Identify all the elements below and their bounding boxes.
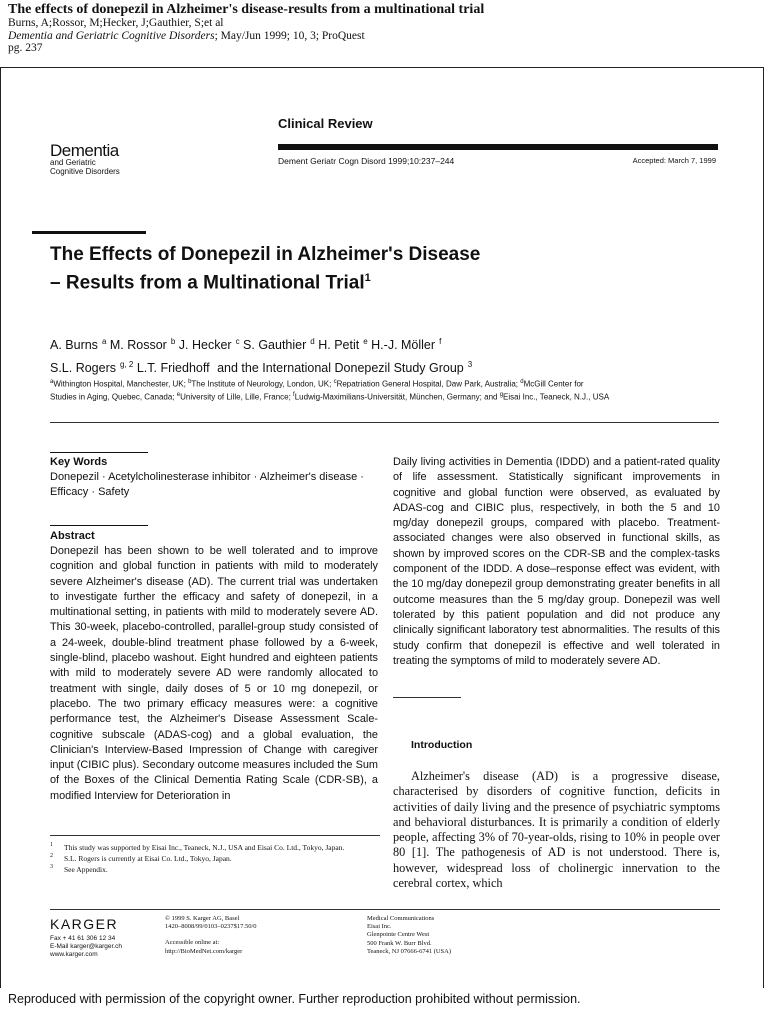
- author-affiliation-mark: f: [439, 337, 442, 346]
- author-affiliation-mark: b: [170, 337, 176, 346]
- page-number: pg. 237: [8, 42, 43, 54]
- affiliation-mark: e: [176, 391, 181, 398]
- reproduction-notice: Reproduced with permission of the copyright owner. Further reproduction prohibited without permission.: [8, 992, 581, 1006]
- keywords-text: Donepezil · Acetylcholinesterase inhibitor · Alzheimer's disease · Efficacy · Safety: [50, 471, 364, 498]
- author: J. Hecker: [178, 338, 232, 353]
- keywords-heading: Key Words: [50, 456, 108, 468]
- affiliations: [50, 377, 610, 402]
- footnote: [50, 864, 380, 875]
- correspondence-line-1: Medical Communications: [367, 915, 435, 922]
- footnote-number: 3: [50, 864, 53, 870]
- article-title-text: The Effects of Donepezil in Alzheimer's Disease – Results from a Multinational Trial: [50, 244, 481, 293]
- author: H.-J. Möller: [371, 338, 436, 353]
- author: M. Rossor: [109, 338, 167, 353]
- correspondence-line-5: Teaneck, NJ 07666-6741 (USA): [367, 947, 452, 955]
- abstract-rule: [50, 525, 148, 526]
- footnote: [50, 842, 380, 853]
- affiliation-mark: g: [499, 391, 504, 398]
- correspondence-line-4: 500 Frank W. Burr Blvd.: [367, 939, 432, 947]
- section-label: Clinical Review: [278, 116, 373, 131]
- author: L.T. Friedhoff: [136, 361, 210, 376]
- abstract-heading: Abstract: [50, 530, 95, 542]
- abstract-text-part2: Daily living activities in Dementia (IDDD) and a patient-rated quality of life assessment. Statistically significant improvements in cognitive and global function were observed, as evaluated by ADAS-cog and CIBIC plus, respectively, in both the 5 and 10 mg/day donepezil groups, compared with placebo. Treatment-associated changes were also observed in functional skills, as shown by improved scores on the CDR-SB and the complex-tasks component of the IDDD. A dose–response effect was evident, with the 10 mg/day donepezil group demonstrating greater benefits in all outcome measures than the 5 mg/day group. Donepezil was well tolerated by this patient population and did not produce any clinically significant laboratory test abnormalities. The results of this study confirm that donepezil is effective and well tolerated in treating the symptoms of mild to moderately severe AD.: [393, 456, 720, 667]
- introduction-text: Alzheimer's disease (AD) is a progressive disease, characterised by disorders of cognitive function, deficits in activities of daily living and the presence of psychiatric symptoms and behavioral disturbances. It is primarily a condition of elderly people, affecting 3% of 70-year-olds, rising to 10% in people over 80 [1]. The pathogenesis of AD is not understood. There is, however, widespread loss of cholinergic innervation to the cerebral cortex, which: [393, 769, 720, 891]
- affiliation-text: Ludwig-Maximilians-Universität, München, Germany; and: [294, 392, 500, 402]
- citation-line: Dement Geriatr Cogn Disord 1999;10:237–244: [278, 156, 455, 166]
- keywords-rule: [50, 452, 148, 453]
- author: A. Burns: [50, 338, 98, 353]
- publisher-email: E-Mail karger@karger.ch: [50, 943, 122, 950]
- journal-subtitle-1: and Geriatric: [50, 158, 96, 167]
- article-title: [50, 244, 490, 294]
- section-rule: [278, 144, 718, 150]
- copyright-line: © 1999 S. Karger AG, Basel: [165, 915, 240, 922]
- header-divider: [50, 422, 719, 423]
- correspondence-address: [367, 915, 451, 956]
- abstract-text-part1: Donepezil has been shown to be well tolerated and to improve cognition and global function in patients with mild to moderately severe Alzheimer's disease (AD). The current trial was undertaken to investigate further the efficacy and safety of donepezil, in a multinational setting, in patients with mild to moderately severe AD. This 30-week, placebo-controlled, parallel-group study consisted of a 24-week, double-blind treatment phase followed by a 6-week, single-blind, placebo washout. Eight hundred and eighteen patients with mild to moderately severe AD were randomly allocated to treatment with single, daily doses of 5 or 10 mg donepezil, or placebo. The two primary efficacy measures were: a cognitive performance test, the Alzheimer's Disease Assessment Scale-cognitive subscale (ADAS-cog) and a global evaluation, the Clinician's Interview-Based Impression of Change with caregiver input (CIBIC plus). Secondary outcome measures included the Sum of the Boxes of the Clinical Dementia Rating Scale (CDR-SB), a modified Interview for Deterioration in: [50, 545, 378, 802]
- title-rule: [32, 231, 146, 234]
- column-rule: [393, 697, 461, 698]
- affiliation-text: The Institute of Neurology, London, UK;: [191, 379, 334, 389]
- publisher-website: www.karger.com: [50, 951, 98, 958]
- footnote-rule: [50, 835, 380, 836]
- publisher-logo: KARGER: [50, 916, 119, 932]
- online-access-label: Accessible online at:: [165, 939, 220, 947]
- footer-rule: [50, 909, 720, 910]
- correspondence-line-2: Eisai Inc.: [367, 923, 392, 931]
- affiliation-text: McGill Center for Studies in Aging, Quebec, Canada;: [50, 379, 584, 402]
- article-code: 1420–8008/99/0103–0237$17.50/0: [165, 923, 257, 931]
- publisher-contact: [50, 935, 122, 959]
- footnote-number: 1: [50, 842, 53, 848]
- correspondence-line-3: Glenpointe Centre West: [367, 931, 430, 939]
- author: S. Gauthier: [243, 338, 307, 353]
- journal-logo: [50, 142, 120, 176]
- affiliation-mark: f: [293, 391, 295, 398]
- author: H. Petit: [318, 338, 360, 353]
- article-title-footnote-mark: 1: [364, 271, 371, 284]
- document-source: [8, 30, 758, 43]
- author-affiliation-mark: g, 2: [120, 360, 134, 370]
- author-affiliation-mark: d: [310, 337, 315, 346]
- journal-name: Dementia: [50, 141, 119, 160]
- author-affiliation-mark: a: [101, 337, 107, 346]
- issue-info: ; May/Jun 1999; 10, 3; ProQuest: [214, 29, 365, 42]
- introduction-heading: Introduction: [411, 739, 473, 751]
- document-authors: Burns, A;Rossor, M;Hecker, J;Gauthier, S;et al: [8, 17, 224, 29]
- author-affiliation-mark: c: [235, 337, 240, 346]
- affiliation-mark: a: [50, 379, 54, 385]
- journal-title: Dementia and Geriatric Cognitive Disorders: [8, 29, 215, 42]
- footnote-text: S.L. Rogers is currently at Eisai Co. Ltd., Tokyo, Japan.: [64, 854, 232, 863]
- author-affiliation-mark: e: [363, 337, 368, 346]
- affiliation-text: Withington Hospital, Manchester, UK;: [53, 379, 189, 389]
- affiliation-mark: b: [188, 379, 192, 385]
- copyright-block: [165, 915, 257, 956]
- affiliation-text: Repatriation General Hospital, Daw Park, Australia;: [336, 379, 521, 389]
- footnote: [50, 853, 380, 864]
- footnote-text: See Appendix.: [64, 865, 108, 874]
- affiliation-mark: c: [333, 379, 337, 385]
- proquest-header: [8, 2, 758, 55]
- affiliation-text: University of Lille, Lille, France;: [180, 392, 294, 402]
- affiliation-mark: d: [520, 379, 524, 385]
- accepted-date: Accepted: March 7, 1999: [632, 156, 716, 165]
- document-title: The effects of donepezil in Alzheimer's disease-results from a multinational trial: [8, 2, 485, 17]
- online-access-url[interactable]: http://BioMedNet.com/karger: [165, 947, 243, 955]
- footnote-number: 2: [50, 853, 53, 859]
- author-affiliation-mark: 3: [467, 360, 473, 370]
- footnote-text: This study was supported by Eisai Inc., Teaneck, N.J., USA and Eisai Co. Ltd., Tokyo, Japan.: [64, 843, 345, 852]
- author: S.L. Rogers: [50, 361, 117, 376]
- journal-subtitle-2: Cognitive Disorders: [50, 166, 120, 176]
- footnotes: [50, 842, 380, 875]
- affiliation-text: Eisai Inc., Teaneck, N.J., USA: [503, 392, 610, 402]
- author: and the International Donepezil Study Group: [217, 361, 464, 376]
- author-list: [50, 332, 690, 378]
- publisher-fax: Fax + 41 61 306 12 34: [50, 935, 116, 942]
